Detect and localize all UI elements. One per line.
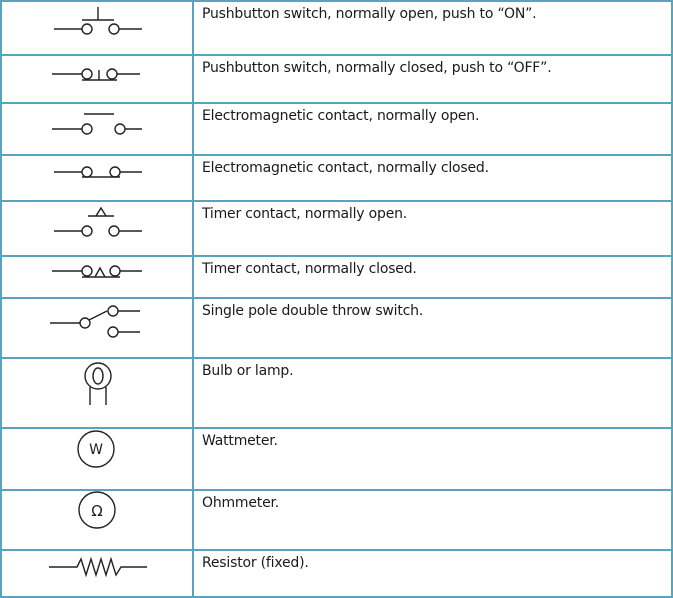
description-cell: Timer contact, normally closed. bbox=[193, 256, 672, 298]
table-row bbox=[1, 256, 672, 298]
symbol-cell bbox=[1, 428, 193, 490]
symbol-cell bbox=[1, 358, 193, 428]
description-cell: Ohmmeter. bbox=[193, 490, 672, 550]
em-contact-no-icon bbox=[2, 104, 192, 152]
description-cell: Single pole double throw switch. bbox=[193, 298, 672, 358]
description-cell: Pushbutton switch, normally closed, push to “OFF”. bbox=[193, 55, 672, 103]
bulb-icon bbox=[2, 359, 192, 427]
symbol-cell bbox=[1, 103, 193, 155]
description-cell: Pushbutton switch, normally open, push to “ON”. bbox=[193, 1, 672, 55]
pushbutton-nc-icon bbox=[2, 56, 192, 102]
description-cell: Bulb or lamp. bbox=[193, 358, 672, 428]
description-cell: Timer contact, normally open. bbox=[193, 201, 672, 256]
table-row bbox=[1, 1, 672, 55]
symbol-cell bbox=[1, 298, 193, 358]
wattmeter-symbol: W bbox=[89, 442, 103, 458]
table-row bbox=[1, 358, 672, 428]
table-row bbox=[1, 550, 672, 597]
timer-contact-nc-icon bbox=[2, 257, 192, 297]
table-row bbox=[1, 428, 672, 490]
symbol-cell bbox=[1, 201, 193, 256]
ohmmeter-symbol: Ω bbox=[91, 502, 103, 520]
description-cell: Electromagnetic contact, normally closed. bbox=[193, 155, 672, 201]
symbol-cell bbox=[1, 155, 193, 201]
timer-contact-no-icon bbox=[2, 202, 192, 254]
ohmmeter-icon bbox=[2, 491, 192, 549]
table-row bbox=[1, 103, 672, 155]
symbol-cell bbox=[1, 490, 193, 550]
table-row bbox=[1, 155, 672, 201]
description-cell: Electromagnetic contact, normally open. bbox=[193, 103, 672, 155]
resistor-icon bbox=[2, 551, 192, 596]
description-cell: Resistor (fixed). bbox=[193, 550, 672, 597]
description-cell: Wattmeter. bbox=[193, 428, 672, 490]
symbol-cell bbox=[1, 1, 193, 55]
symbol-cell bbox=[1, 256, 193, 298]
table-row bbox=[1, 201, 672, 256]
symbol-cell bbox=[1, 55, 193, 103]
table-row bbox=[1, 490, 672, 550]
symbol-cell bbox=[1, 550, 193, 597]
pushbutton-no-icon bbox=[2, 2, 192, 52]
spdt-switch-icon bbox=[2, 299, 192, 357]
wattmeter-icon bbox=[2, 429, 192, 489]
table-row bbox=[1, 55, 672, 103]
em-contact-nc-icon bbox=[2, 156, 192, 198]
table-row bbox=[1, 298, 672, 358]
